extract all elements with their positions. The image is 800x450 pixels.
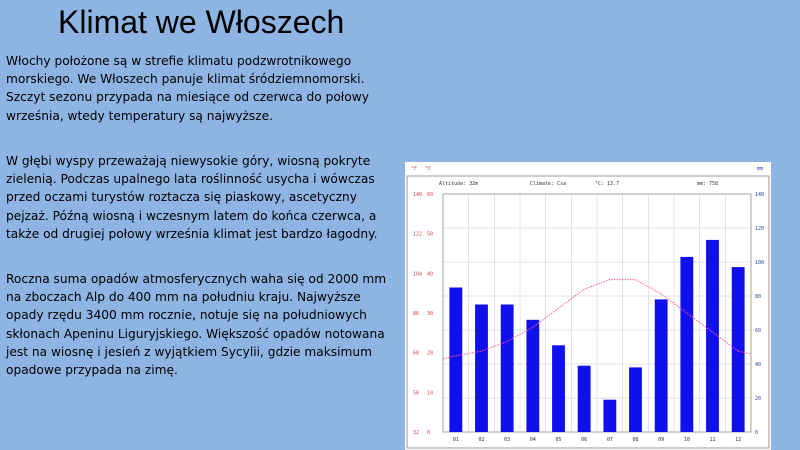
x-tick-label: 05 xyxy=(555,437,562,443)
paragraph-landscape: W głębi wyspy przeważają niewysokie góry, wiosną pokryte zielenią. Podczas upalnego lata roślinność usycha i wówczas przed oczami turystów roztacza się piaskowy, ascetyczny pejzaż. Późną wiosną i wczesnym latem do końca czerwca, a także od drugiej połowy września klimat jest bardzo łagodny. xyxy=(6,154,378,241)
precipitation-bar xyxy=(629,367,642,432)
climate-chart xyxy=(405,162,771,450)
paragraph-precipitation: Roczna suma opadów atmosferycznych waha się od 2000 mm na zboczach Alp do 400 mm na południu kraju. Najwyższe opady rzędu 3400 mm rocznie, notuje się na południowych skłonach Apeninu Liguryjskiego. Większość opadów notowana jest na wiosnę i jesień z wyjątkiem Sycylii, gdzie maksimum opadowe przypada na zimę. xyxy=(6,272,387,378)
y-tick-c-label: 30 xyxy=(427,311,434,317)
x-tick-label: 01 xyxy=(452,437,459,443)
precipitation-bar xyxy=(655,299,668,432)
precipitation-bar xyxy=(449,288,462,433)
y-tick-mm-label: 0 xyxy=(755,430,759,436)
x-tick-label: 10 xyxy=(683,437,690,443)
y-tick-c-label: 40 xyxy=(427,271,434,278)
precipitation-bar xyxy=(475,305,488,433)
x-tick-label: 04 xyxy=(529,437,536,443)
x-tick-label: 12 xyxy=(735,437,742,443)
precipitation-bar xyxy=(732,267,745,432)
slide-title: Klimat we Włoszech xyxy=(58,4,345,40)
y-tick-c-label: 20 xyxy=(427,350,434,357)
unit-c-label: °C xyxy=(425,166,432,172)
y-tick-mm-label: 120 xyxy=(755,226,765,232)
precipitation-bar xyxy=(603,400,616,432)
y-tick-mm-label: 100 xyxy=(755,260,765,266)
precipitation-bar xyxy=(526,320,539,432)
header-altitude: Altitude: 32m xyxy=(439,181,479,187)
x-tick-label: 07 xyxy=(606,437,613,443)
y-tick-c-label: 0 xyxy=(427,430,431,436)
climate-chart-svg xyxy=(405,162,771,450)
y-tick-f-label: 140 xyxy=(413,192,423,198)
y-tick-mm-label: 40 xyxy=(755,362,762,368)
unit-mm-label: mm xyxy=(757,166,764,172)
y-tick-mm-label: 140 xyxy=(755,192,765,198)
y-tick-mm-label: 60 xyxy=(755,328,762,334)
unit-f-label: °F xyxy=(411,166,418,172)
paragraph-climate-intro: Włochy położone są w strefie klimatu podzwrotnikowego morskiego. We Włoszech panuje klimat śródziemnomorski. Szczyt sezonu przypada na miesiące od czerwca do połowy września, wtedy temperatury są najwyższe. xyxy=(6,54,369,123)
y-tick-c-label: 10 xyxy=(427,390,434,397)
y-tick-c-label: 60 xyxy=(427,192,434,198)
y-tick-f-label: 68 xyxy=(413,350,420,357)
precipitation-bar xyxy=(552,345,565,432)
precipitation-bar xyxy=(680,257,693,432)
y-tick-f-label: 32 xyxy=(413,430,420,436)
y-tick-mm-label: 80 xyxy=(755,294,762,300)
x-tick-label: 06 xyxy=(581,437,588,443)
precipitation-bar xyxy=(578,366,591,432)
y-tick-mm-label: 20 xyxy=(755,396,762,402)
precipitation-bar xyxy=(706,240,719,432)
y-tick-f-label: 104 xyxy=(413,271,423,278)
y-tick-c-label: 50 xyxy=(427,231,434,238)
x-tick-label: 02 xyxy=(478,437,485,443)
header-climate: Climate: Csa xyxy=(530,181,567,187)
x-tick-label: 11 xyxy=(709,437,716,443)
y-tick-f-label: 50 xyxy=(413,390,420,397)
header-temp: °C: 13.7 xyxy=(595,181,620,187)
y-tick-f-label: 86 xyxy=(413,311,420,317)
x-tick-label: 08 xyxy=(632,437,639,443)
x-tick-label: 03 xyxy=(504,437,511,443)
x-tick-label: 09 xyxy=(658,437,665,443)
y-tick-f-label: 122 xyxy=(413,231,423,238)
precipitation-bar xyxy=(501,305,514,433)
header-precip: mm: 758 xyxy=(697,181,719,187)
